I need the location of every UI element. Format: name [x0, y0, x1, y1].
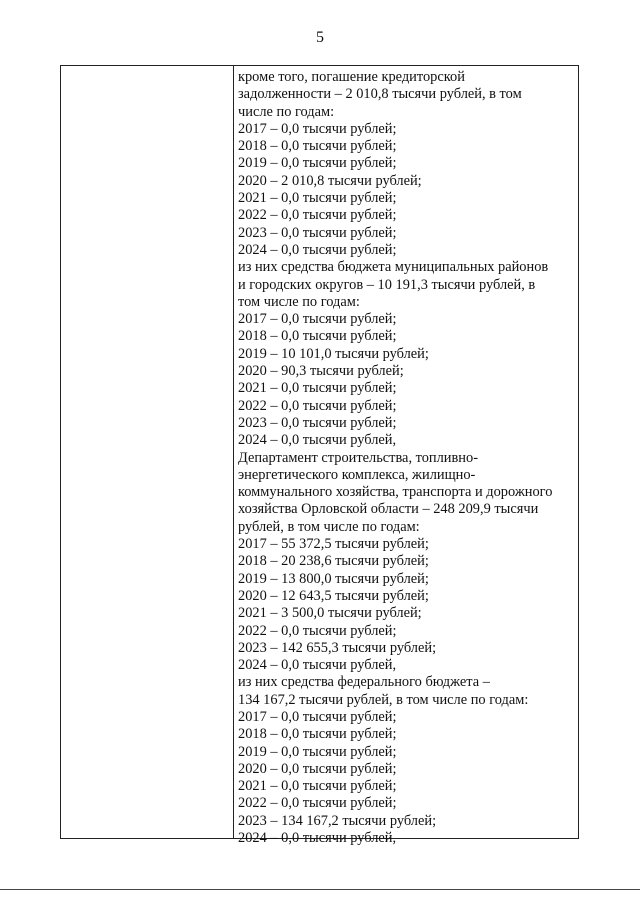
- text-line: Департамент строительства, топливно-: [238, 449, 478, 466]
- text-line: 2023 – 134 167,2 тысячи рублей;: [238, 812, 437, 829]
- text-line: 2022 – 0,0 тысячи рублей;: [238, 622, 397, 639]
- text-line: 2023 – 0,0 тысячи рублей;: [238, 414, 397, 431]
- text-line: 2017 – 0,0 тысячи рублей;: [238, 708, 397, 725]
- text-line: 2018 – 0,0 тысячи рублей;: [238, 726, 397, 743]
- text-line: 2017 – 0,0 тысячи рублей;: [238, 311, 397, 328]
- text-line: 2023 – 142 655,3 тысячи рублей;: [238, 639, 437, 656]
- text-line: и городских округов – 10 191,3 тысячи рублей, в: [238, 276, 536, 293]
- page-number: 5: [316, 29, 324, 46]
- table-left-cell: [61, 66, 233, 838]
- text-line: 2024 – 0,0 тысячи рублей,: [238, 432, 397, 449]
- column-divider: [233, 66, 234, 838]
- text-line: 2023 – 0,0 тысячи рублей;: [238, 224, 397, 241]
- text-line: 2022 – 0,0 тысячи рублей;: [238, 795, 397, 812]
- text-line: хозяйства Орловской области – 248 209,9 тысячи: [238, 501, 539, 518]
- text-line: 2019 – 13 800,0 тысячи рублей;: [238, 570, 429, 587]
- text-line: 2022 – 0,0 тысячи рублей;: [238, 397, 397, 414]
- text-line: числе по годам:: [238, 103, 335, 120]
- text-line: из них средства федерального бюджета –: [238, 674, 490, 691]
- text-line: 2017 – 55 372,5 тысячи рублей;: [238, 536, 429, 553]
- text-line: задолженности – 2 010,8 тысячи рублей, в том: [238, 86, 522, 103]
- text-line: 2024 – 0,0 тысячи рублей;: [238, 241, 397, 258]
- text-line: 2019 – 0,0 тысячи рублей;: [238, 155, 397, 172]
- text-line: 2021 – 0,0 тысячи рублей;: [238, 778, 397, 795]
- text-line: 2021 – 3 500,0 тысячи рублей;: [238, 605, 422, 622]
- page-bottom-rule: [0, 889, 640, 890]
- text-line: 2020 – 12 643,5 тысячи рублей;: [238, 587, 429, 604]
- document-table: [60, 65, 579, 847]
- text-line: 2022 – 0,0 тысячи рублей;: [238, 207, 397, 224]
- text-line: 2018 – 0,0 тысячи рублей;: [238, 328, 397, 345]
- text-line: коммунального хозяйства, транспорта и дорожного: [238, 484, 553, 501]
- text-line: 2021 – 0,0 тысячи рублей;: [238, 380, 397, 397]
- text-line: 2020 – 2 010,8 тысячи рублей;: [238, 172, 422, 189]
- text-line: том числе по годам:: [238, 293, 360, 310]
- text-line: рублей, в том числе по годам:: [238, 518, 420, 535]
- text-line: 2020 – 0,0 тысячи рублей;: [238, 760, 397, 777]
- text-line: 2024 – 0,0 тысячи рублей,: [238, 657, 397, 674]
- text-line: кроме того, погашение кредиторской: [238, 69, 465, 85]
- text-line: из них средства бюджета муниципальных районов: [238, 259, 549, 276]
- text-line: 2019 – 0,0 тысячи рублей;: [238, 743, 397, 760]
- table-right-cell: [238, 69, 578, 847]
- text-line: 2021 – 0,0 тысячи рублей;: [238, 190, 397, 207]
- text-line: 2019 – 10 101,0 тысячи рублей;: [238, 345, 429, 362]
- text-line: 2018 – 20 238,6 тысячи рублей;: [238, 553, 429, 570]
- text-line: 2017 – 0,0 тысячи рублей;: [238, 120, 397, 137]
- text-line: 2020 – 90,3 тысячи рублей;: [238, 363, 404, 380]
- text-line: 2018 – 0,0 тысячи рублей;: [238, 138, 397, 155]
- text-line: энергетического комплекса, жилищно-: [238, 466, 476, 483]
- text-line: 134 167,2 тысячи рублей, в том числе по годам:: [238, 691, 529, 708]
- text-line: 2024 – 0,0 тысячи рублей,: [238, 830, 397, 847]
